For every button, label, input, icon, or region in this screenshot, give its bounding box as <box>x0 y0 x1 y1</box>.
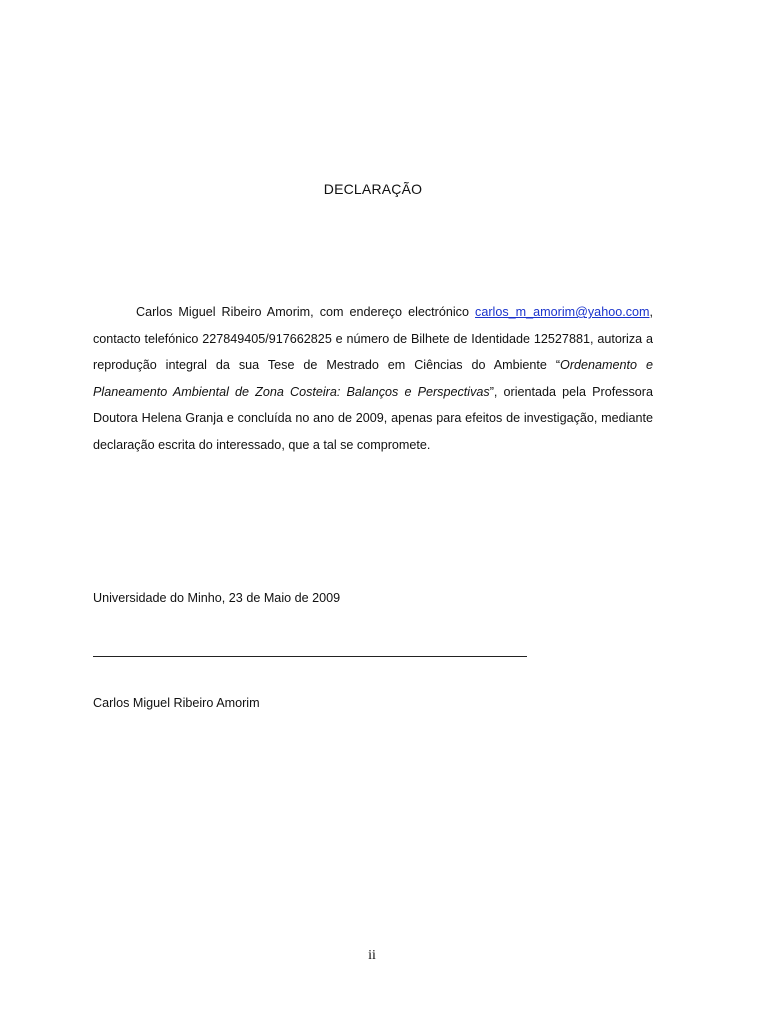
thesis-title: Ordenamento e Planeamento Ambiental de Zona Costeira: Balanços e Perspectivas <box>93 358 653 399</box>
email-link[interactable]: carlos_m_amorim@yahoo.com <box>475 305 650 319</box>
paragraph-closing: ”, orientada pela Professora Doutora Helena Granja e concluída no ano de 2009, apenas para efeitos de investigação, mediante declaração escrita do interessado, que a tal se compromete. <box>93 384 653 452</box>
signer-name: Carlos Miguel Ribeiro Amorim <box>93 696 260 710</box>
page-title: DECLARAÇÃO <box>323 181 423 197</box>
paragraph-contact-details: , contacto telefónico 227849405/917662825 e número de Bilhete de Identidade 12527881, autoriza a reprodução integral da sua Tese de Mestrado em Ciências do Ambiente “ <box>93 305 653 372</box>
place-and-date: Universidade do Minho, 23 de Maio de 2009 <box>93 591 341 605</box>
declaration-body <box>93 299 653 458</box>
paragraph-intro: Carlos Miguel Ribeiro Amorim, com endereço electrónico <box>136 305 476 319</box>
declaration-paragraph <box>93 299 653 458</box>
page-number: ii <box>368 948 376 963</box>
signature-line <box>93 656 527 657</box>
